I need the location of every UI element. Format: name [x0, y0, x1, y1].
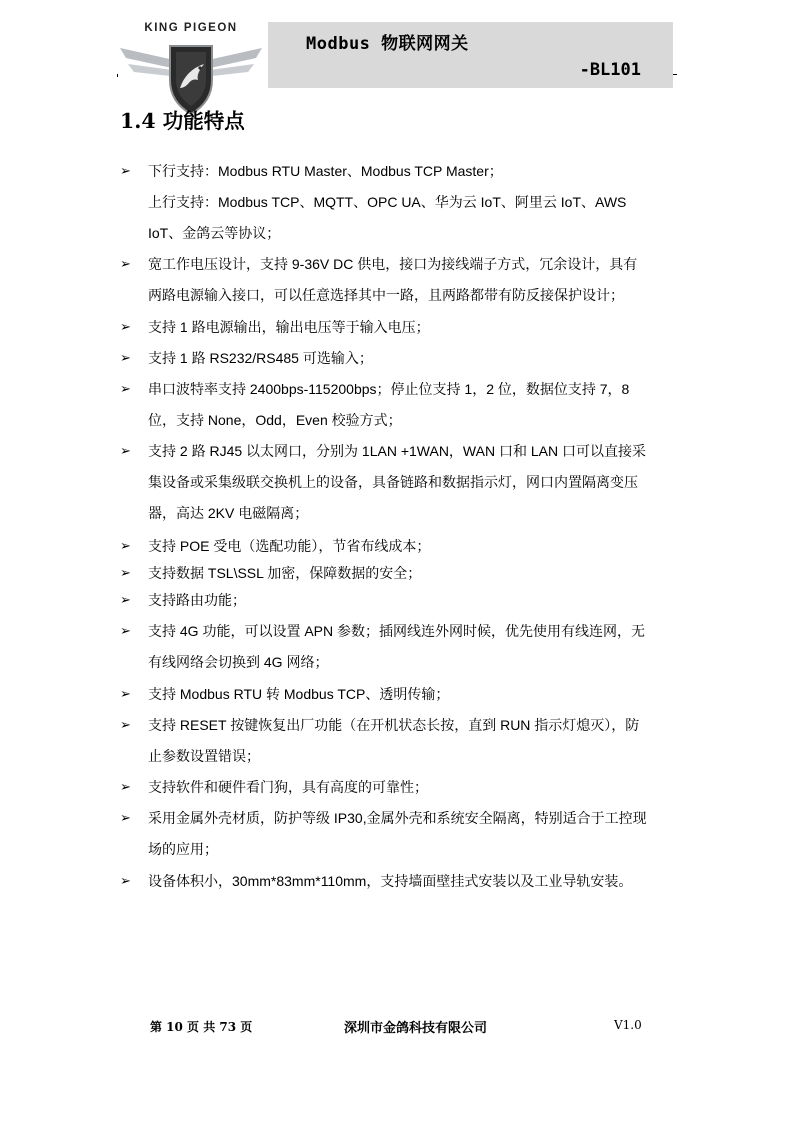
product-model: -BL101 [579, 60, 641, 80]
feature-text-line: 支持 1 路电源输出，输出电压等于输入电压； [148, 319, 430, 335]
feature-text-line: IoT、金鸽云等协议； [148, 225, 281, 241]
feature-text-line: 支持 POE 受电（选配功能），节省布线成本； [148, 538, 431, 554]
feature-text-line: 支持 RESET 按键恢复出厂功能（在开机状态长按，直到 RUN 指示灯熄灭），防 [148, 717, 640, 733]
bullet-arrow-icon: ➢ [120, 566, 131, 581]
bullet-arrow-icon: ➢ [120, 444, 131, 459]
feature-text-line: 支持 Modbus RTU 转 Modbus TCP、透明传输； [148, 686, 450, 702]
document-title: Modbus 物联网网关 [306, 34, 469, 54]
bullet-arrow-icon: ➢ [120, 593, 131, 608]
bullet-arrow-icon: ➢ [120, 382, 131, 397]
header-rule-mark [673, 74, 677, 75]
feature-text-line: 有线网络会切换到 4G 网络； [148, 654, 329, 670]
feature-text-line: 上行支持：Modbus TCP、MQTT、OPC UA、华为云 IoT、阿里云 IoT、AWS [148, 194, 627, 210]
bullet-arrow-icon: ➢ [120, 874, 131, 889]
feature-text-line: 支持 2 路 RJ45 以太网口，分别为 1LAN +1WAN，WAN 口和 LAN 口可以直接采 [148, 443, 646, 459]
bullet-arrow-icon: ➢ [120, 780, 131, 795]
bullet-arrow-icon: ➢ [120, 257, 131, 272]
bullet-arrow-icon: ➢ [120, 320, 131, 335]
feature-text-line: 支持数据 TSL\SSL 加密，保障数据的安全； [148, 565, 422, 581]
feature-text-line: 支持软件和硬件看门狗，具有高度的可靠性； [148, 779, 428, 795]
page-number: 第 10 页 共 73 页 [150, 1020, 253, 1034]
company-name: 深圳市金鸽科技有限公司 [344, 1021, 488, 1036]
bullet-arrow-icon: ➢ [120, 624, 131, 639]
feature-text-line: 支持 1 路 RS232/RS485 可选输入； [148, 350, 373, 366]
feature-text-line: 设备体积小，30mm*83mm*110mm，支持墙面壁挂式安装以及工业导轨安装。 [148, 873, 633, 889]
bullet-arrow-icon: ➢ [120, 351, 131, 366]
bullet-arrow-icon: ➢ [120, 164, 131, 179]
feature-text-line: 两路电源输入接口，可以任意选择其中一路，且两路都带有防反接保护设计； [148, 287, 624, 303]
feature-text-line: 位，支持 None，Odd，Even 校验方式； [148, 412, 402, 428]
bullet-arrow-icon: ➢ [120, 811, 131, 826]
document-version: V1.0 [614, 1018, 642, 1032]
company-logo [112, 18, 270, 118]
feature-text-line: 支持 4G 功能，可以设置 APN 参数；插网线连外网时候，优先使用有线连网，无 [148, 623, 646, 639]
feature-text-line: 场的应用； [148, 841, 218, 857]
bullet-arrow-icon: ➢ [120, 718, 131, 733]
header-rule-mark [117, 74, 118, 77]
feature-text-line: 支持路由功能； [148, 592, 246, 608]
feature-text-line: 止参数设置错误； [148, 748, 260, 764]
header-banner [268, 22, 673, 88]
feature-text-line: 集设备或采集级联交换机上的设备，具备链路和数据指示灯，网口内置隔离变压 [148, 474, 638, 490]
bullet-arrow-icon: ➢ [120, 687, 131, 702]
feature-text-line: 器，高达 2KV 电磁隔离； [148, 505, 309, 521]
feature-text-line: 串口波特率支持 2400bps-115200bps；停止位支持 1，2 位，数据位支持 7，8 [148, 381, 630, 397]
feature-text-line: 宽工作电压设计，支持 9-36V DC 供电，接口为接线端子方式，冗余设计，具有 [148, 256, 638, 272]
bullet-arrow-icon: ➢ [120, 539, 131, 554]
logo-text: KING PIGEON [144, 22, 238, 34]
feature-text-line: 下行支持：Modbus RTU Master、Modbus TCP Master； [148, 163, 503, 179]
section-heading: 1.4 功能特点 [120, 109, 245, 133]
feature-text-line: 采用金属外壳材质，防护等级 IP30,金属外壳和系统安全隔离，特别适合于工控现 [148, 810, 647, 826]
